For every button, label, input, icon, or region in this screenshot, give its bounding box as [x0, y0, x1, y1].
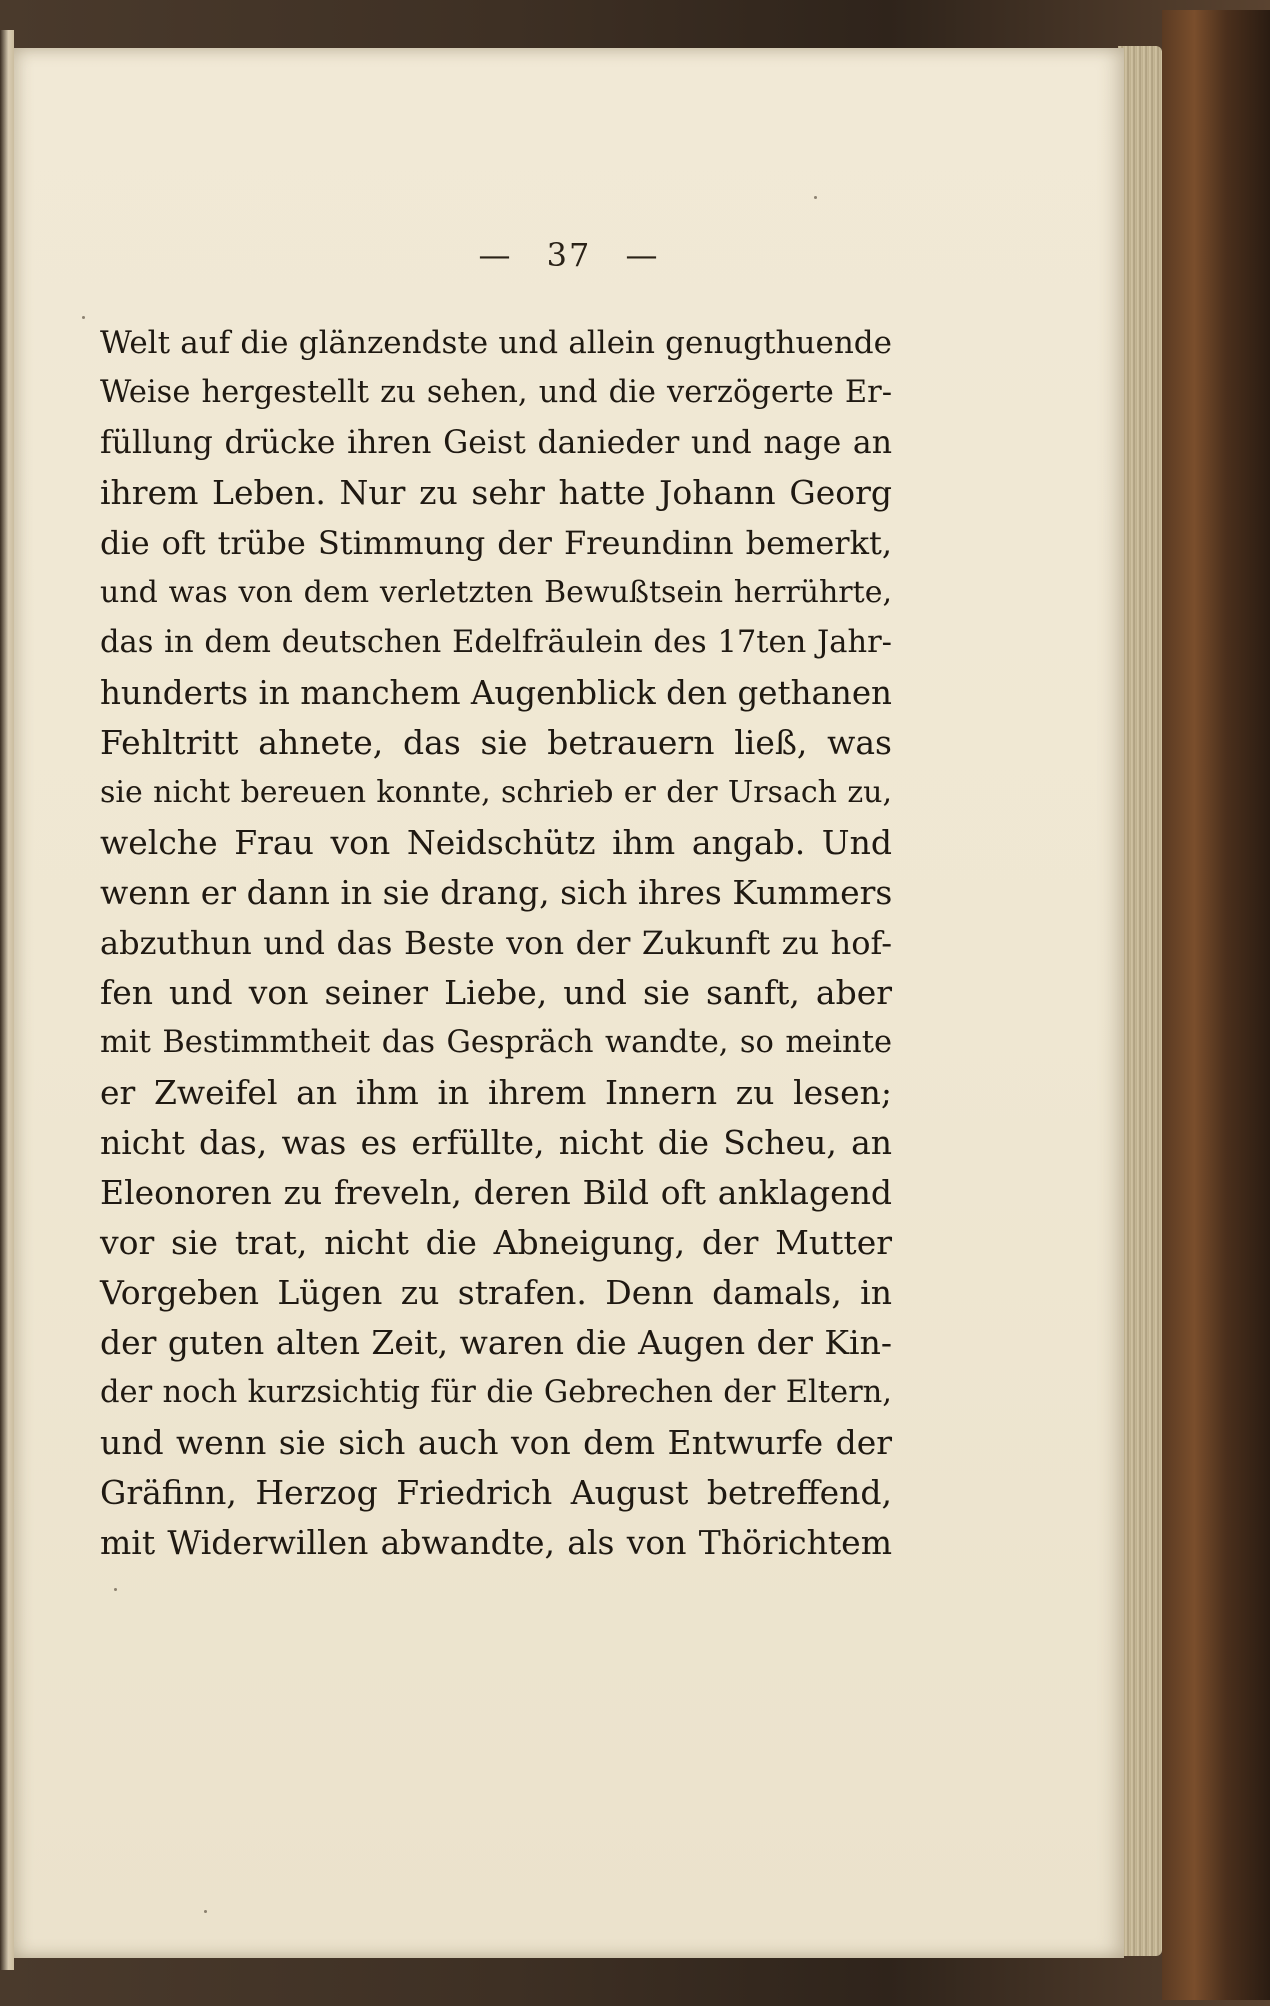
text-line: Vorgeben Lügen zu strafen. Denn damals, in [100, 1273, 892, 1312]
text-line: der guten alten Zeit, waren die Augen der Kin- [100, 1323, 892, 1362]
text-line: und wenn sie sich auch von dem Entwurfe der [100, 1423, 892, 1462]
left-page-edge [0, 30, 14, 1970]
text-line: das in dem deutschen Edelfräulein des 17ten Jahr- [100, 625, 892, 660]
body-text [100, 318, 892, 1568]
text-line: Weise hergestellt zu sehen, und die verzögerte Er- [100, 375, 892, 410]
text-line: und was von dem verletzten Bewußtsein herrührte, [100, 575, 892, 610]
text-line: Gräfinn, Herzog Friedrich August betreffend, [100, 1473, 892, 1512]
page-header [14, 236, 1124, 274]
paper-speck [814, 196, 817, 199]
paper-speck [82, 316, 85, 319]
book-page [14, 48, 1124, 1958]
header-dash-left: — [478, 236, 513, 274]
book-spine [1162, 10, 1270, 2000]
paper-speck [204, 1910, 207, 1913]
text-line: sie nicht bereuen konnte, schrieb er der Ursach zu, [100, 775, 892, 810]
text-line: füllung drücke ihren Geist danieder und nage an [100, 425, 892, 461]
text-line: ihrem Leben. Nur zu sehr hatte Johann Georg [100, 473, 892, 512]
text-line: mit Bestimmtheit das Gespräch wandte, so meinte [100, 1025, 892, 1060]
paper-speck [114, 1588, 117, 1591]
text-line: der noch kurzsichtig für die Gebrechen der Eltern, [100, 1375, 892, 1410]
text-line: hunderts in manchem Augenblick den gethanen [100, 674, 892, 712]
text-line: Fehltritt ahnete, das sie betrauern ließ, was [100, 723, 892, 762]
text-line: Welt auf die glänzendste und allein genugthuende [100, 325, 892, 361]
page-number: 37 [546, 236, 592, 274]
text-line: die oft trübe Stimmung der Freundinn bemerkt, [100, 524, 892, 562]
text-line: abzuthun und das Beste von der Zukunft zu hof- [100, 924, 892, 962]
text-line: Eleonoren zu freveln, deren Bild oft anklagend [100, 1173, 892, 1212]
page-edges [1118, 46, 1162, 1956]
text-line: welche Frau von Neidschütz ihm angab. Und [100, 823, 892, 862]
text-line: mit Widerwillen abwandte, als von Thörichtem [100, 1523, 892, 1562]
text-line: vor sie trat, nicht die Abneigung, der Mutter [100, 1223, 892, 1262]
text-line: er Zweifel an ihm in ihrem Innern zu lesen; [100, 1073, 892, 1112]
text-line: nicht das, was es erfüllte, nicht die Scheu, an [100, 1123, 892, 1162]
text-line: wenn er dann in sie drang, sich ihres Kummers [100, 873, 893, 912]
header-dash-right: — [625, 236, 660, 274]
text-line: fen und von seiner Liebe, und sie sanft, aber [100, 973, 892, 1012]
